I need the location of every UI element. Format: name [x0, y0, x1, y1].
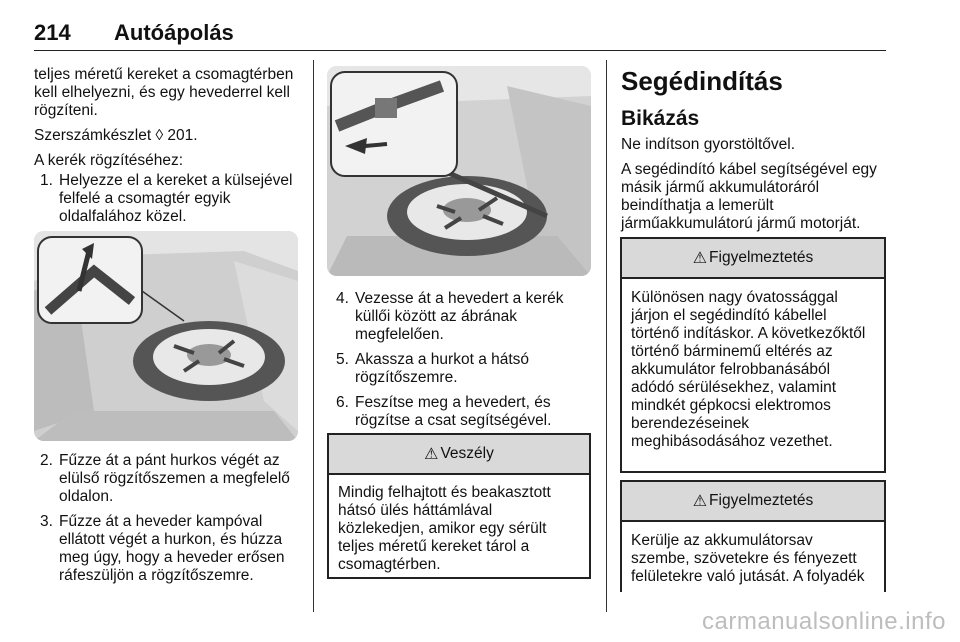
- warning-box-1: [620, 237, 886, 473]
- page-header: [34, 14, 886, 51]
- warning-box-header: [622, 482, 884, 522]
- list-text: Helyezze el a kereket a külsejével felfelé a csomagtér egyik oldalfalához közel.: [59, 172, 293, 225]
- warning-triangle-icon: ⚠: [692, 493, 708, 510]
- danger-title: Veszély: [440, 445, 494, 462]
- list-number: 5.: [336, 351, 349, 368]
- paragraph: teljes méretű kereket a csomagtérben kell elhelyezni, és egy hevederrel kell rögzíteni.: [34, 66, 294, 119]
- column-3: [621, 66, 889, 240]
- trunk-strap-drawing: [327, 66, 591, 276]
- chapter-title: Autóápolás: [114, 20, 234, 45]
- list-item: [330, 351, 592, 387]
- column-1: [34, 66, 302, 233]
- list-text: Vezesse át a hevedert a kerék küllői között az ábrának megfelelően.: [355, 290, 564, 343]
- column-divider-left: [313, 60, 314, 612]
- subsection-title: Bikázás: [621, 107, 700, 130]
- list-text: Fűzze át a heveder kampóval ellátott végét a hurkon, és húzza meg úgy, hogy a heveder erősen ráfeszüljön a rögzítőszemre.: [59, 513, 285, 584]
- paragraph: A kerék rögzítéséhez:: [34, 152, 184, 169]
- watermark: carmanualsonline.info: [702, 608, 946, 635]
- list-item: [330, 290, 592, 344]
- list-number: 4.: [336, 290, 349, 307]
- warning-triangle-icon: ⚠: [692, 250, 708, 267]
- list-text: Fűzze át a pánt hurkos végét az elülső rögzítőszemen a megfelelő oldalon.: [59, 452, 290, 505]
- warning-text: Kerülje az akkumulátorsav szembe, szövetekre és fényezett felületekre való jutását. A folyadék: [631, 532, 865, 585]
- warning-text: Különösen nagy óvatossággal járjon el segédindító kábellel történő indításkor. A következőktől történő bárminemű eltérés az akkumulátor felrobbanásából adódó sérülésekhez, valamint mindkét gépkocsi elektromos berendezéseinek meghibásodásához vezethet.: [631, 289, 866, 450]
- list-number: 3.: [40, 513, 53, 530]
- spare-wheel-illustration-2: [327, 66, 591, 276]
- paragraph: Szerszámkészlet ◊ 201.: [34, 127, 198, 144]
- danger-box-header: [329, 435, 589, 475]
- list-number: 2.: [40, 452, 53, 469]
- column-divider-right: [606, 60, 607, 612]
- list-number: 6.: [336, 394, 349, 411]
- list-text: Akassza a hurkot a hátsó rögzítőszemre.: [355, 351, 530, 386]
- list-item: [330, 394, 592, 430]
- column-2: [330, 290, 592, 437]
- paragraph: A segédindító kábel segítségével egy másik jármű akkumulátoráról beindíthatja a lemerült járműakkumulátorú jármű motorját.: [621, 161, 877, 232]
- section-title: Segédindítás: [621, 66, 783, 96]
- list-item: [34, 452, 304, 506]
- list-item: [34, 513, 304, 585]
- trunk-wheel-drawing: [34, 231, 298, 441]
- danger-box: [327, 433, 591, 579]
- danger-text: Mindig felhajtott és beakasztott hátsó ülés háttámlával közlekedjen, amikor egy sérült teljes méretű kereket tárol a csomagtérben.: [338, 484, 551, 573]
- warning-box-2: [620, 480, 886, 592]
- column-1-continued: [34, 452, 304, 592]
- warning-box-header: [622, 239, 884, 279]
- list-item: [34, 172, 302, 226]
- warning-title: Figyelmeztetés: [709, 492, 814, 509]
- page-number: 214: [34, 20, 71, 45]
- warning-title: Figyelmeztetés: [709, 249, 814, 266]
- spare-wheel-illustration-1: [34, 231, 298, 441]
- list-text: Feszítse meg a hevedert, és rögzítse a csat segítségével.: [355, 394, 552, 429]
- paragraph: Ne indítson gyorstöltővel.: [621, 136, 796, 153]
- list-number: 1.: [40, 172, 53, 189]
- warning-triangle-icon: ⚠: [424, 446, 439, 463]
